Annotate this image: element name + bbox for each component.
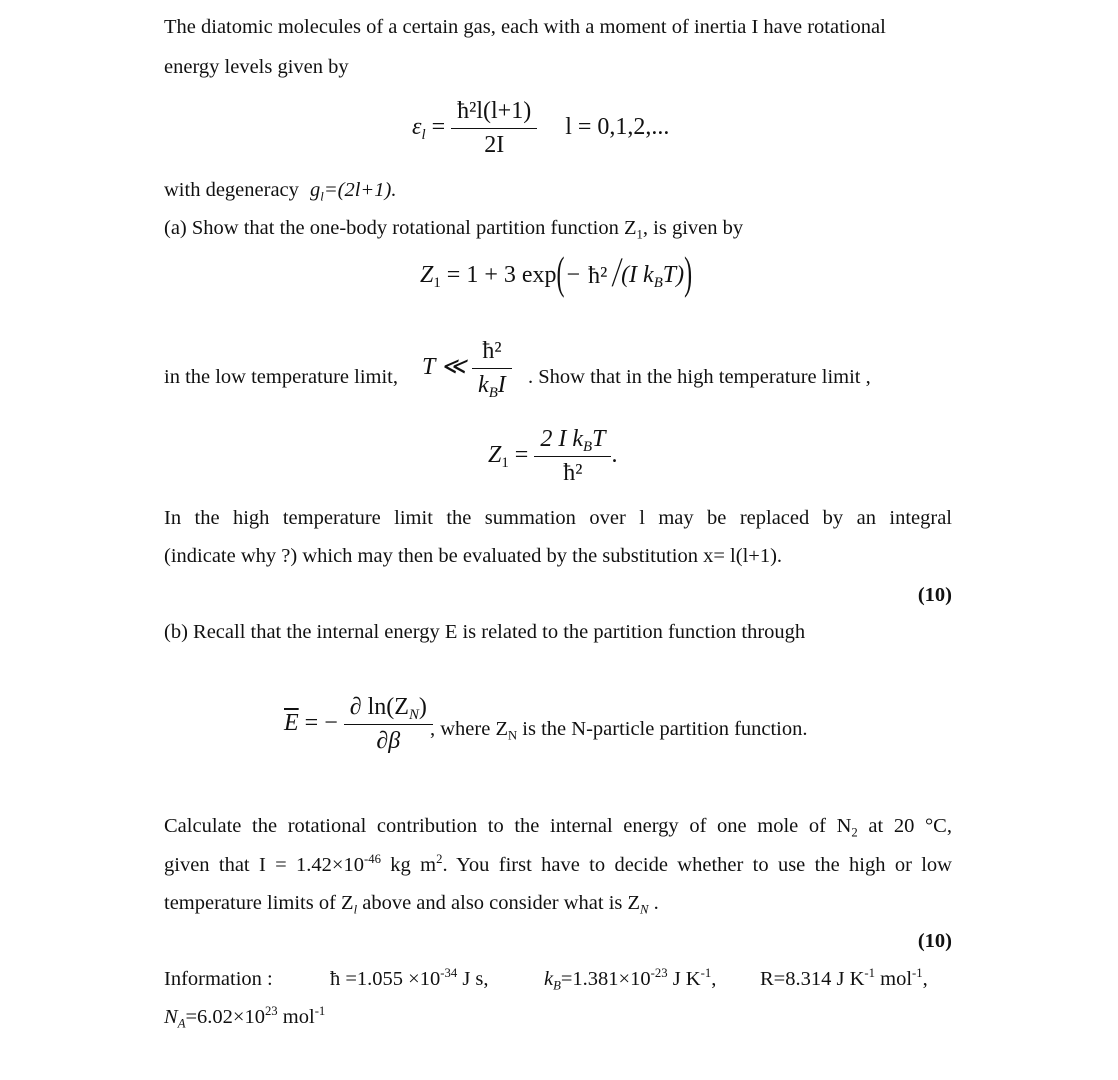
intro-line-1: The diatomic molecules of a certain gas, each with a moment of inertia I have rotational	[164, 16, 886, 38]
partition-low-equation: $Z_1 = 1 + 3$ exp(− ħ² /(I $k_BT$))	[420, 249, 693, 300]
part-b-marks: (10)	[917, 930, 952, 952]
info-R: R=8.314 J $K^{-1}$ mol$^{-1}$,	[760, 966, 928, 990]
part-a-statement: (a) Show that the one-body rotational partition function $Z_1$, is given by	[164, 217, 744, 242]
internal-energy-equation: $\overline{E}$ = − $\frac{\partial \ln(Z_N)}{\partial\beta}$	[284, 694, 433, 755]
info-hbar: ħ $=1.055 \times 10^{-34}$ J s,	[330, 966, 489, 990]
calc-line-1: Calculate the rotational contribution to the internal energy of one mole of $N_2$ at 20 °C,	[164, 815, 952, 840]
internal-energy-where: , where $Z_N$ is the N-particle partition function.	[430, 718, 808, 743]
high-temp-intro: . Show that in the high temperature limit ,	[528, 366, 871, 388]
energy-equation: $\varepsilon_l$ = $\frac{\text{ħ²l(l+1)}}{2I}$ l = 0,1,2,...	[412, 98, 670, 158]
intro-line-2: energy levels given by	[164, 56, 349, 78]
info-label: Information :	[164, 968, 273, 990]
integral-paragraph-line-2: (indicate why ?) which may then be evaluated by the substitution x= l(l+1).	[164, 545, 783, 567]
info-kb: $k_B=1.381\times 10^{-23}$ J $K^{-1}$,	[544, 966, 717, 993]
info-NA: $N_A=6.02\times 10^{23}$ mol$^{-1}$	[164, 1004, 326, 1031]
part-b-statement: (b) Recall that the internal energy E is related to the partition function through	[164, 621, 806, 643]
low-temp-fraction: T ≪ $\frac{\text{ħ²}}{k_BI}$	[422, 338, 512, 399]
calc-line-2: given that $I = 1.42\times 10^{-46}$ kg $m^2$. You first have to decide whether to use the high or low	[164, 852, 952, 876]
calc-line-3: temperature limits of $Z_l$ above and also consider what is $Z_N$ .	[164, 892, 659, 917]
part-a-marks: (10)	[917, 584, 952, 606]
integral-paragraph-line-1: In the high temperature limit the summation over l may be replaced by an integral	[164, 507, 952, 529]
low-temp-condition: in the low temperature limit,	[164, 366, 398, 388]
partition-high-equation: $Z_1$ = $\frac{2 I k_BT}{\text{ħ²}}$ .	[488, 426, 618, 486]
degeneracy-line: with degeneracy $g_l=(2l+1)$.	[164, 179, 397, 204]
